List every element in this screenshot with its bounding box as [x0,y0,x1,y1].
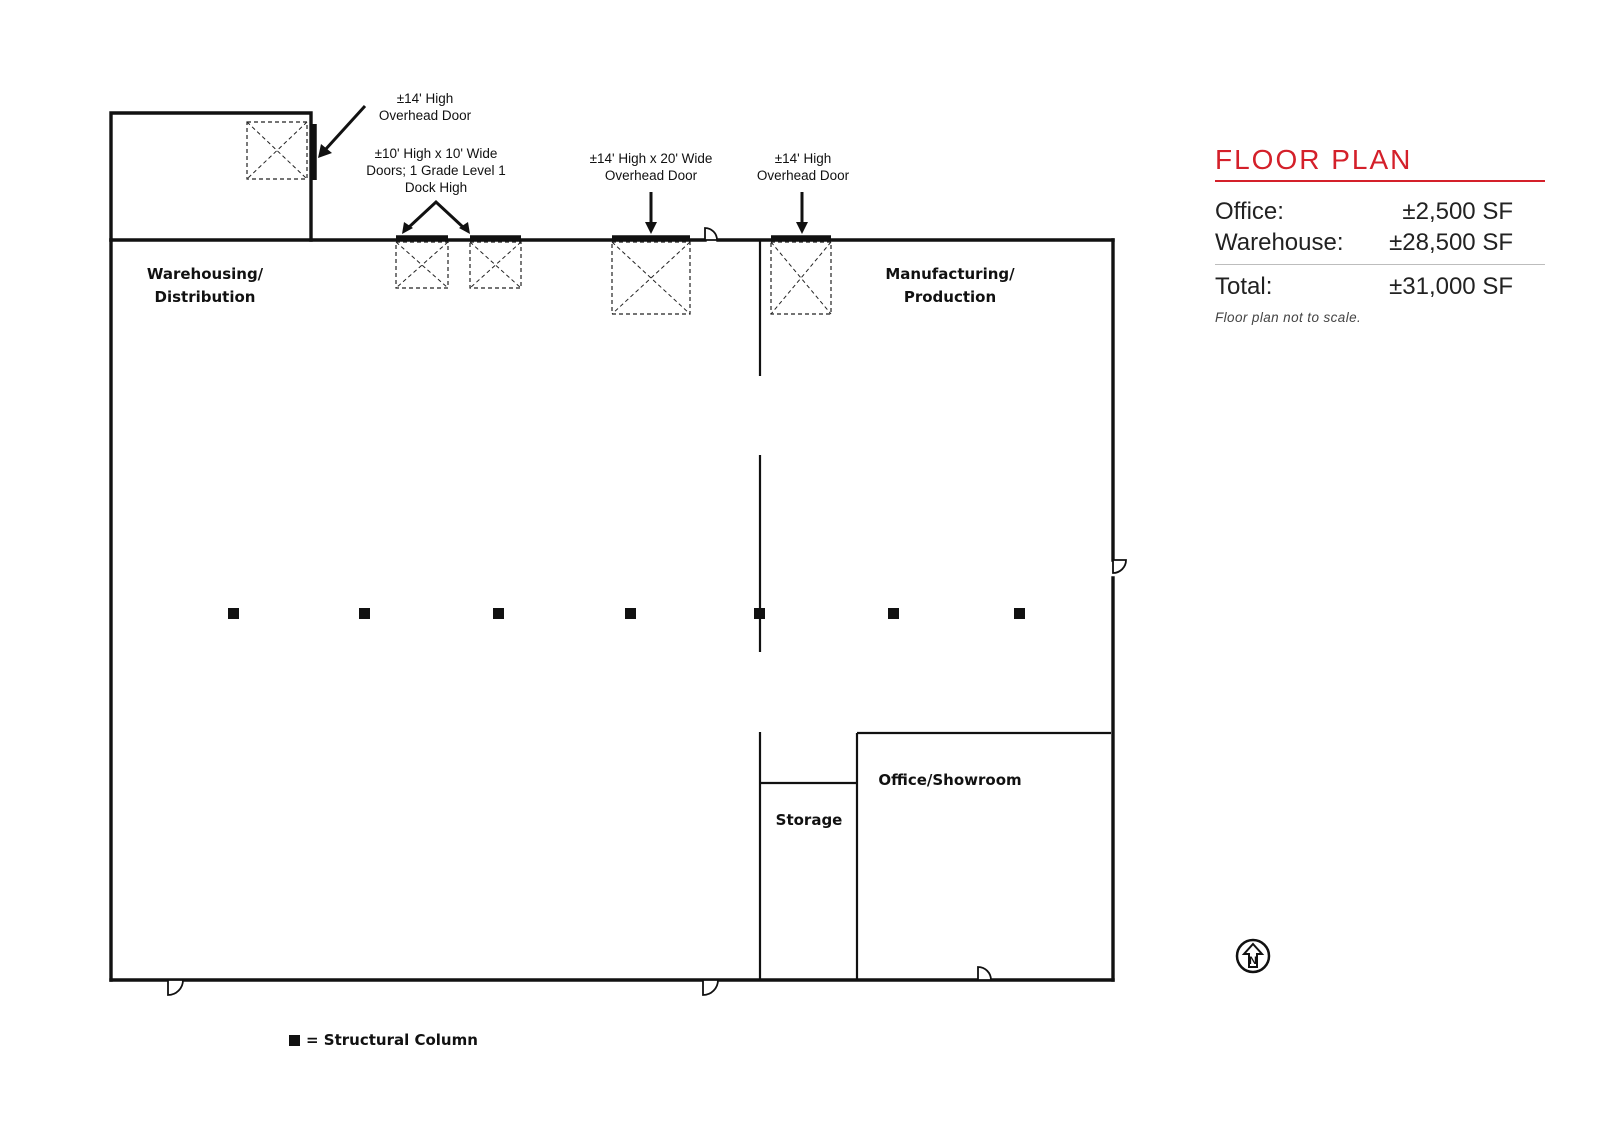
room-storage: Storage [775,811,843,829]
total-value: ±31,000 SF [1389,273,1513,300]
structural-column [359,608,370,619]
info-panel [1215,144,1545,325]
annex-walls [111,113,314,240]
area-row-total [1215,271,1513,302]
dock-door-2 [470,238,521,288]
callout-west-overhead-door: ±14' High Overhead Door [378,91,472,123]
interior-walls [760,240,1111,980]
area-row-warehouse [1215,227,1513,258]
dock-door-1 [396,238,448,288]
exterior-walls [111,240,1113,980]
room-warehousing-distribution: Warehousing/ Distribution [146,265,264,306]
page-title: FLOOR PLAN [1215,144,1545,182]
north-letter: N [1249,955,1257,967]
room-office-showroom: Office/Showroom [878,771,1022,789]
area-value: ±28,500 SF [1389,229,1513,256]
legend-label: = Structural Column [306,1031,478,1049]
area-value: ±2,500 SF [1402,198,1513,225]
structural-column [625,608,636,619]
door-swings [168,228,1126,995]
legend-structural-column [289,1031,478,1049]
structural-column [888,608,899,619]
structural-column [1014,608,1025,619]
callout-dock-doors: ±10' High x 10' Wide Doors; 1 Grade Level 1 Dock High [366,146,506,195]
area-label: Office: [1215,198,1284,225]
callout-wide-overhead-door: ±14' High x 20' Wide Overhead Door [589,151,713,183]
structural-columns [228,608,1025,619]
divider [1215,264,1545,265]
scale-note: Floor plan not to scale. [1215,310,1362,325]
area-row-office [1215,196,1513,227]
structural-column [754,608,765,619]
north-arrow-icon [1235,938,1271,974]
overhead-door-wide [612,238,690,314]
structural-column [228,608,239,619]
overhead-door-east [771,238,831,314]
callout-east-overhead-door: ±14' High Overhead Door [756,151,850,183]
room-manufacturing-production: Manufacturing/ Production [885,265,1015,306]
structural-column [493,608,504,619]
total-label: Total: [1215,273,1273,300]
structural-column-swatch [289,1035,300,1046]
area-label: Warehouse: [1215,229,1344,256]
